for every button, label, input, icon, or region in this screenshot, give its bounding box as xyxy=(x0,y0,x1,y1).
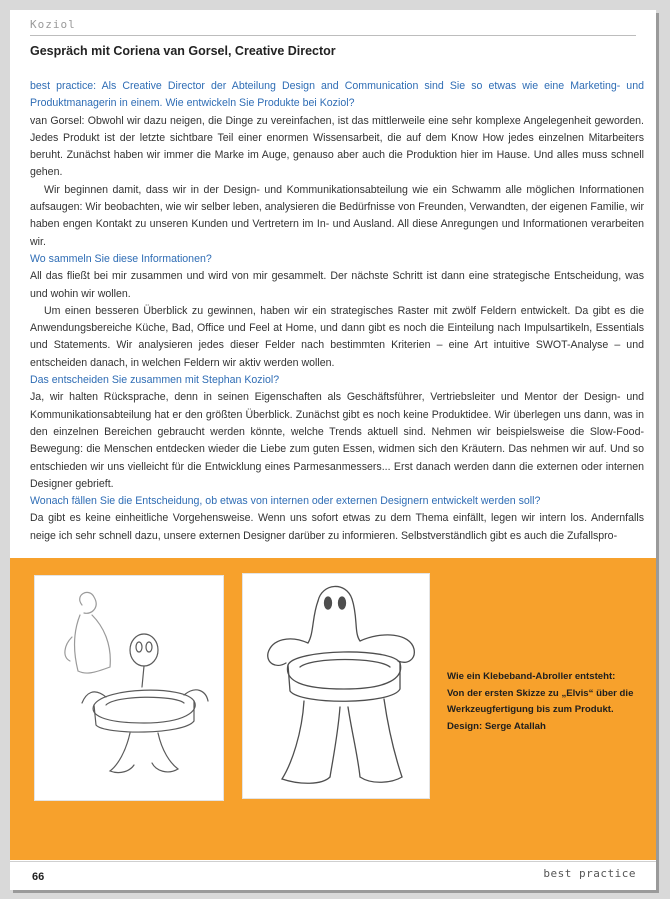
magazine-page xyxy=(10,10,656,890)
question-paragraph: Das entscheiden Sie zusammen mit Stephan Koziol? xyxy=(30,374,280,387)
caption-line: Design: Serge Atallah xyxy=(447,720,546,732)
answer-paragraph: Da gibt es keine einheitliche Vorgehensweise. Wenn uns sofort etwas zu dem Thema einfällt, legen wir intern los. Andernfalls neige ich sehr schnell dazu, unsere externen Designer darüber zu informieren. Selbstverständlich gibt es auch die Zufallspro- xyxy=(30,512,644,542)
question-paragraph: Wo sammeln Sie diese Informationen? xyxy=(30,252,212,265)
caption-line: Werkzeugfertigung bis zum Produkt. xyxy=(447,704,614,715)
elvis-sketch-image xyxy=(242,573,430,799)
caption-line: Von der ersten Skizze zu „Elvis“ über die xyxy=(447,687,634,699)
footer-divider xyxy=(10,861,656,862)
question-paragraph: Wonach fällen Sie die Entscheidung, ob etwas von internen oder externen Designern entwickelt werden soll? xyxy=(30,495,541,508)
article-title: Gespräch mit Coriena van Gorsel, Creative Director xyxy=(30,44,336,58)
question-paragraph: best practice: Als Creative Director der Abteilung Design and Communication sind Sie so etwas wie eine Marketing- und Produktmanagerin in einem. Wie entwickeln Sie Produkte bei Koziol? xyxy=(30,80,644,110)
header-divider xyxy=(30,35,636,36)
answer-paragraph: Wir beginnen damit, dass wir in der Design- und Kommunikationsabteilung wie ein Schwamm alle möglichen Informationen aufsaugen: Wir beobachten, wie wir selber leben, analysieren die Bedürfnisse von Freunden, Verwandten, der eigenen Familie, wir haben engen Kontakt zu unseren Kunden und Vertretern im In- und Ausland. All diese Anregungen und Informationen verarbeiten wir. xyxy=(30,183,644,248)
figure-caption xyxy=(447,669,647,735)
publication-label: best practice xyxy=(543,867,636,880)
article-body xyxy=(30,78,644,545)
answer-paragraph: Ja, wir halten Rücksprache, denn in seinen Eigenschaften als Geschäftsführer, Vertriebsleiter und Mentor der Design- und Kommunikationsabteilung hat er den größten Überblick. Zunächst gibt es noch keine Produktidee. Wir überlegen uns dann, was in den einzelnen Bereichen gebraucht werden könnte, welche Trends aktuell sind. Nehmen wir beispielsweise die Slow-Food-Bewegung: die Menschen entdecken wieder die Liebe zum guten Essen, widmen sich den Kräutern. Das nehmen wir auf. Und so entschieden wir uns vielleicht für die Entwicklung eines Parmesanmessers... Erst danach werden dann die externen oder internen Designer gebrieft. xyxy=(30,391,644,490)
answer-paragraph: Um einen besseren Überblick zu gewinnen, haben wir ein strategisches Raster mit zwölf Feldern entwickelt. Da gibt es die Anwendungsbereiche Küche, Bad, Office und Feel at Home, und dann gibt es noch die Einteilung nach Impulsartikeln, Essentials und Statements. Wir analysieren jedes dieser Felder nach bestimmten Kriterien – eine Art intuitive SWOT-Analyse – und entscheiden danach, in welchen Feldern wir aktiv werden wollen. xyxy=(30,304,644,369)
answer-paragraph: All das fließt bei mir zusammen und wird von mir gesammelt. Der nächste Schritt ist dann eine strategische Entscheidung, was und wohin wir wollen. xyxy=(30,270,644,300)
caption-line: Wie ein Klebeband-Abroller entsteht: xyxy=(447,671,616,682)
answer-paragraph: van Gorsel: Obwohl wir dazu neigen, die Dinge zu vereinfachen, ist das mittlerweile eine sehr komplexe Angelegenheit geworden. Jedes Produkt ist der letzte sichtbare Teil einer enormen Wissensarbeit, die auf dem Know How jedes einzelnen Mitarbeiters beruht. Zunächst haben wir immer die Marke im Auge, genauso aber auch die Produktion hier im Hause. Und alles muss schnell gehen. xyxy=(30,114,644,179)
page-number: 66 xyxy=(32,871,45,883)
figure-band xyxy=(10,558,656,860)
first-sketch-image xyxy=(34,575,224,801)
section-label: Koziol xyxy=(30,18,76,31)
